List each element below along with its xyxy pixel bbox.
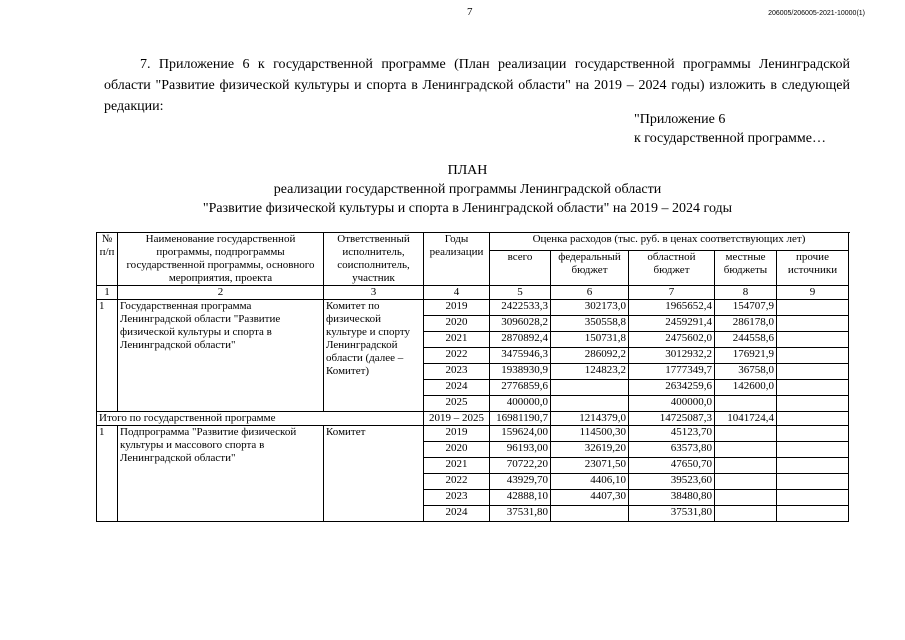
appendix-line-1: "Приложение 6 [634, 112, 726, 127]
federal-cell: 32619,20 [551, 442, 629, 458]
table-row [97, 300, 849, 316]
local-cell: 1041724,4 [715, 412, 777, 426]
regional-cell: 2634259,6 [629, 380, 715, 396]
year-cell: 2021 [424, 332, 490, 348]
local-cell: 176921,9 [715, 348, 777, 364]
header-local: местные бюджеты [715, 251, 777, 286]
regional-cell: 38480,80 [629, 490, 715, 506]
col-number: 9 [777, 286, 849, 300]
year-cell: 2019 [424, 426, 490, 442]
year-cell: 2022 [424, 474, 490, 490]
local-cell [715, 474, 777, 490]
column-number-row [97, 286, 849, 300]
federal-cell: 1214379,0 [551, 412, 629, 426]
row-number: 1 [97, 300, 118, 412]
plan-subtitle-2: "Развитие физической культуры и спорта в Ленинградской области" на 2019 – 2024 годы [202, 201, 733, 216]
header-name: Наименование государственной программы, подпрограммы государственной программы, основного мероприятия, проекта [118, 233, 324, 286]
regional-cell: 2459291,4 [629, 316, 715, 332]
total-years: 2019 – 2025 [424, 412, 490, 426]
federal-cell [551, 380, 629, 396]
regional-cell: 39523,60 [629, 474, 715, 490]
year-cell: 2020 [424, 316, 490, 332]
other-cell [777, 490, 849, 506]
col-number: 7 [629, 286, 715, 300]
row-number: 1 [97, 426, 118, 522]
total-cell: 2422533,3 [490, 300, 551, 316]
local-cell [715, 426, 777, 442]
header-other: прочие источники [777, 251, 849, 286]
local-cell [715, 506, 777, 522]
total-cell: 96193,00 [490, 442, 551, 458]
plan-table [96, 232, 849, 522]
other-cell [777, 300, 849, 316]
other-cell [777, 442, 849, 458]
regional-cell: 3012932,2 [629, 348, 715, 364]
regional-cell: 1965652,4 [629, 300, 715, 316]
year-cell: 2021 [424, 458, 490, 474]
year-cell: 2025 [424, 396, 490, 412]
header-regional: областной бюджет [629, 251, 715, 286]
col-number: 3 [324, 286, 424, 300]
plan-title: ПЛАН [447, 163, 488, 178]
col-number: 6 [551, 286, 629, 300]
federal-cell: 302173,0 [551, 300, 629, 316]
local-cell [715, 396, 777, 412]
year-cell: 2024 [424, 506, 490, 522]
local-cell: 154707,9 [715, 300, 777, 316]
col-number: 8 [715, 286, 777, 300]
total-cell: 1938930,9 [490, 364, 551, 380]
regional-cell: 37531,80 [629, 506, 715, 522]
other-cell [777, 458, 849, 474]
header-row-1 [97, 233, 849, 251]
other-cell [777, 412, 849, 426]
regional-cell: 63573,80 [629, 442, 715, 458]
total-cell: 70722,20 [490, 458, 551, 474]
plan-subtitle-1: реализации государственной программы Ленинградской области [273, 182, 662, 197]
federal-cell: 4406,10 [551, 474, 629, 490]
row-name: Государственная программа Ленинградской области "Развитие физической культуры и спорта в Ленинградской области" [118, 300, 324, 412]
year-cell: 2019 [424, 300, 490, 316]
regional-cell: 1777349,7 [629, 364, 715, 380]
col-number: 4 [424, 286, 490, 300]
other-cell [777, 348, 849, 364]
program-total-row [97, 412, 849, 426]
federal-cell [551, 396, 629, 412]
other-cell [777, 426, 849, 442]
total-cell: 42888,10 [490, 490, 551, 506]
col-number: 2 [118, 286, 324, 300]
year-cell: 2020 [424, 442, 490, 458]
header-executor: Ответственный исполнитель, соисполнитель, участник [324, 233, 424, 286]
row-name: Подпрограмма "Развитие физической культуры и массового спорта в Ленинградской области" [118, 426, 324, 522]
total-cell: 3096028,2 [490, 316, 551, 332]
regional-cell: 2475602,0 [629, 332, 715, 348]
total-cell: 16981190,7 [490, 412, 551, 426]
header-num: № п/п [97, 233, 118, 286]
col-number: 5 [490, 286, 551, 300]
appendix-reference [634, 110, 826, 148]
document-code: 206005/206005-2021-10000(1) [768, 10, 865, 17]
total-label: Итого по государственной программе [97, 412, 424, 426]
regional-cell: 47650,70 [629, 458, 715, 474]
local-cell [715, 442, 777, 458]
header-federal: федеральный бюджет [551, 251, 629, 286]
regional-cell: 14725087,3 [629, 412, 715, 426]
table-row [97, 426, 849, 442]
federal-cell: 114500,30 [551, 426, 629, 442]
other-cell [777, 396, 849, 412]
intro-paragraph: 7. Приложение 6 к государственной программе (План реализации государственной программы Ленинградской области "Развитие физической культуры и спорта в Ленинградской области" на 2019 – 2024 годы) изложить в следующей редакции: [104, 57, 850, 114]
federal-cell: 124823,2 [551, 364, 629, 380]
other-cell [777, 364, 849, 380]
regional-cell: 45123,70 [629, 426, 715, 442]
local-cell: 244558,6 [715, 332, 777, 348]
local-cell: 142600,0 [715, 380, 777, 396]
year-cell: 2024 [424, 380, 490, 396]
other-cell [777, 474, 849, 490]
local-cell: 36758,0 [715, 364, 777, 380]
appendix-line-2: к государственной программе… [634, 131, 826, 146]
page-number: 7 [467, 6, 473, 18]
other-cell [777, 332, 849, 348]
total-cell: 2776859,6 [490, 380, 551, 396]
federal-cell: 23071,50 [551, 458, 629, 474]
total-cell: 43929,70 [490, 474, 551, 490]
total-cell: 3475946,3 [490, 348, 551, 364]
year-cell: 2023 [424, 364, 490, 380]
local-cell: 286178,0 [715, 316, 777, 332]
local-cell [715, 490, 777, 506]
col-number: 1 [97, 286, 118, 300]
federal-cell: 150731,8 [551, 332, 629, 348]
year-cell: 2022 [424, 348, 490, 364]
row-executor: Комитет [324, 426, 424, 522]
total-cell: 2870892,4 [490, 332, 551, 348]
other-cell [777, 506, 849, 522]
row-executor: Комитет по физической культуре и спорту Ленинградской области (далее – Комитет) [324, 300, 424, 412]
header-years: Годы реализации [424, 233, 490, 286]
regional-cell: 400000,0 [629, 396, 715, 412]
header-total: всего [490, 251, 551, 286]
other-cell [777, 380, 849, 396]
federal-cell: 4407,30 [551, 490, 629, 506]
other-cell [777, 316, 849, 332]
federal-cell [551, 506, 629, 522]
header-estimate: Оценка расходов (тыс. руб. в ценах соответствующих лет) [490, 233, 849, 251]
federal-cell: 286092,2 [551, 348, 629, 364]
total-cell: 37531,80 [490, 506, 551, 522]
year-cell: 2023 [424, 490, 490, 506]
total-cell: 159624,00 [490, 426, 551, 442]
plan-heading [0, 161, 905, 218]
total-cell: 400000,0 [490, 396, 551, 412]
local-cell [715, 458, 777, 474]
federal-cell: 350558,8 [551, 316, 629, 332]
